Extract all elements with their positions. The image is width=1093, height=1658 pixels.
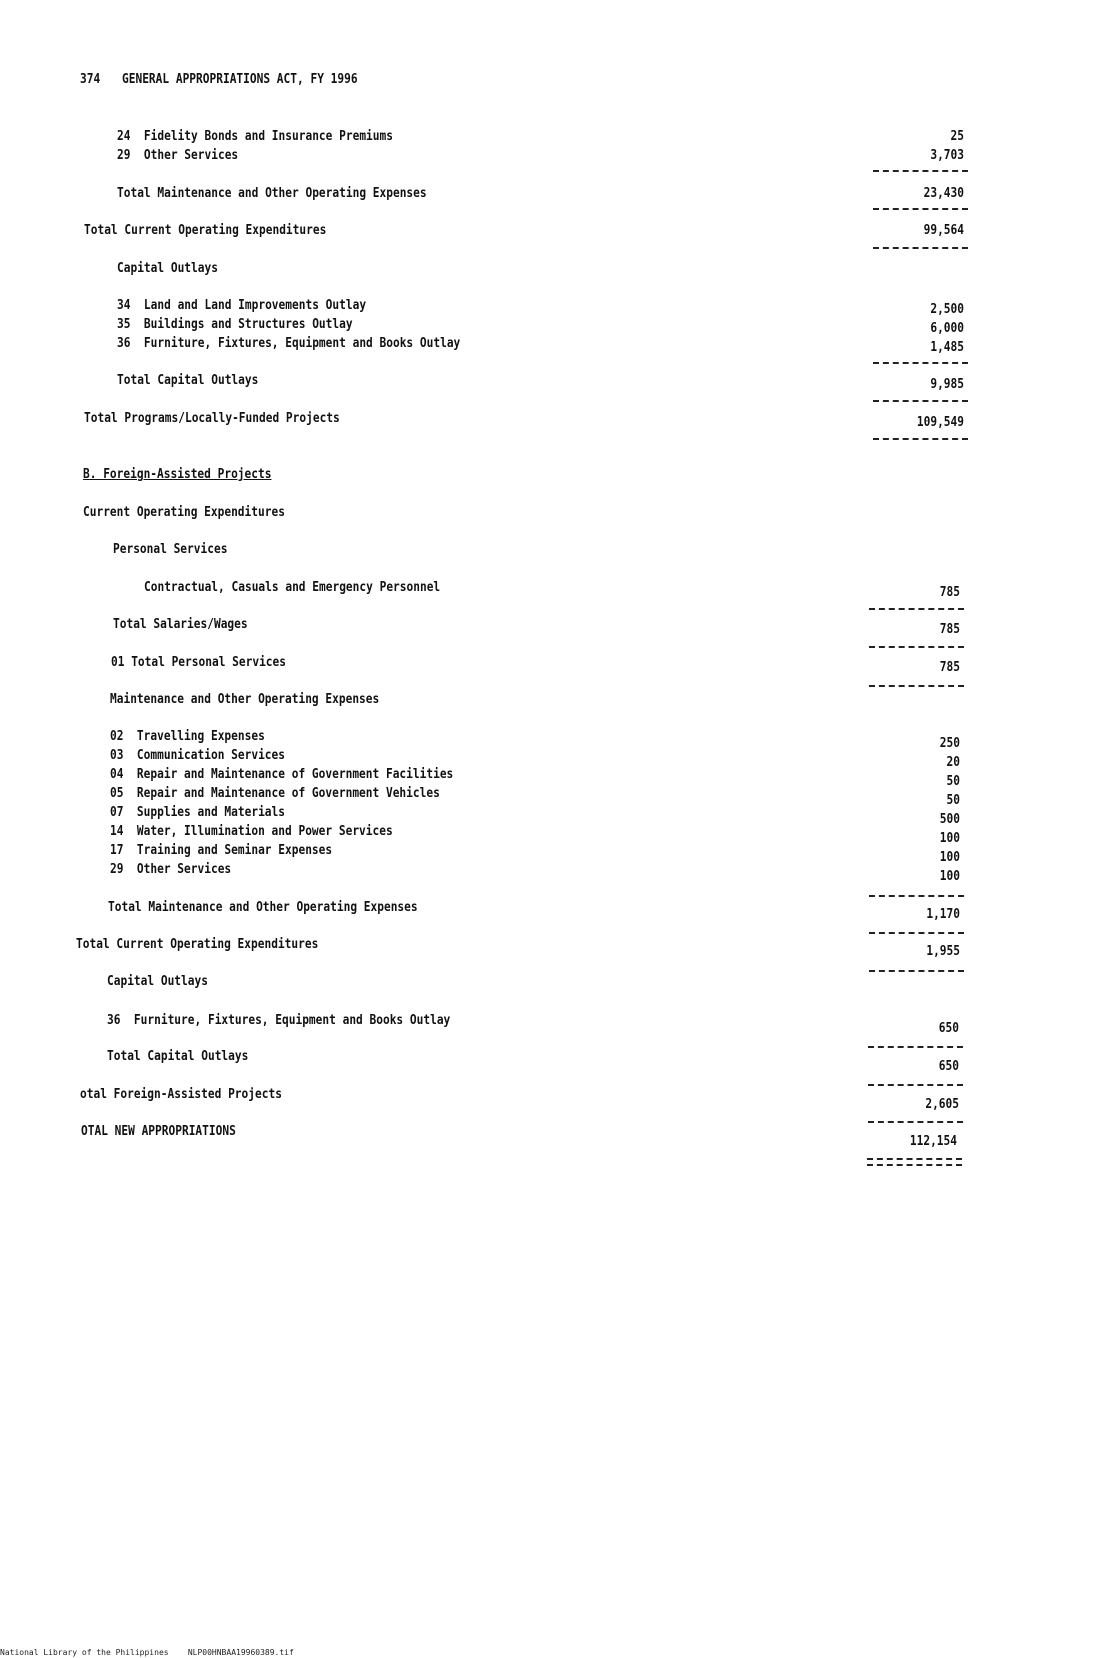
total-amount: 2,605: [925, 1097, 959, 1112]
line-item-label: 05 Repair and Maintenance of Government Vehicles: [110, 786, 440, 801]
line-item-amount: 6,000: [930, 321, 964, 336]
total-amount: 650: [938, 1059, 959, 1074]
line-item-label: 29 Other Services: [117, 148, 239, 163]
total-amount: 9,985: [930, 377, 964, 392]
line-item-label: 03 Communication Services: [110, 748, 286, 763]
grand-total-amount: 112,154: [909, 1134, 957, 1149]
total-amount: 1,170: [926, 907, 960, 922]
line-item-amount: 100: [939, 831, 960, 846]
rule: [868, 1121, 963, 1123]
total-amount: 785: [939, 622, 960, 637]
section-heading: Current Operating Expenditures: [83, 505, 285, 520]
page-number: 374: [80, 72, 101, 87]
line-item-amount: 1,485: [930, 340, 964, 355]
line-item-label: 36 Furniture, Fixtures, Equipment and Books Outlay: [117, 336, 461, 351]
rule: [873, 208, 968, 210]
rule: [873, 438, 968, 440]
grand-total-label: OTAL NEW APPROPRIATIONS: [81, 1124, 236, 1139]
line-item-label: 34 Land and Land Improvements Outlay: [117, 298, 367, 313]
line-item-amount: 650: [938, 1021, 959, 1036]
rule: [873, 247, 968, 249]
line-item-amount: 100: [939, 850, 960, 865]
footer-file: NLP00HNBAA19960389.tif: [187, 1648, 294, 1657]
line-item-amount: 20: [946, 755, 960, 770]
rule: [873, 400, 968, 402]
line-item-amount: 785: [939, 585, 960, 600]
footer-library: National Library of the Philippines: [0, 1648, 169, 1657]
line-item-label: 14 Water, Illumination and Power Services: [110, 824, 393, 839]
total-label: Total Current Operating Expenditures: [84, 223, 327, 238]
double-rule: [867, 1158, 962, 1166]
line-item-amount: 25: [950, 129, 964, 144]
rule: [869, 970, 964, 972]
line-item-label: 17 Training and Seminar Expenses: [110, 843, 333, 858]
line-item-amount: 2,500: [930, 302, 964, 317]
line-item-amount: 100: [939, 869, 960, 884]
total-label: otal Foreign-Assisted Projects: [80, 1087, 282, 1102]
total-amount: 99,564: [923, 223, 964, 238]
section-heading: Capital Outlays: [117, 261, 218, 276]
total-label: Total Maintenance and Other Operating Expenses: [108, 900, 418, 915]
line-item-label: Contractual, Casuals and Emergency Personnel: [144, 580, 441, 595]
rule: [873, 170, 968, 172]
rule: [869, 608, 964, 610]
line-item-label: 24 Fidelity Bonds and Insurance Premiums: [117, 129, 393, 144]
total-label: Total Current Operating Expenditures: [76, 937, 319, 952]
total-label: Total Maintenance and Other Operating Expenses: [117, 186, 427, 201]
section-heading: Capital Outlays: [107, 974, 208, 989]
total-label: Total Capital Outlays: [117, 373, 259, 388]
line-item-amount: 50: [946, 793, 960, 808]
total-amount: 109,549: [916, 415, 964, 430]
line-item-amount: 250: [939, 736, 960, 751]
total-amount: 785: [939, 660, 960, 675]
total-label: 01 Total Personal Services: [111, 655, 287, 670]
line-item-amount: 3,703: [930, 148, 964, 163]
scan-footer: [0, 1648, 294, 1657]
total-label: Total Capital Outlays: [107, 1049, 249, 1064]
line-item-label: 04 Repair and Maintenance of Government Facilities: [110, 767, 454, 782]
total-label: Total Programs/Locally-Funded Projects: [84, 411, 340, 426]
rule: [868, 1084, 963, 1086]
rule: [869, 685, 964, 687]
rule: [869, 646, 964, 648]
total-label: Total Salaries/Wages: [113, 617, 248, 632]
section-heading: Maintenance and Other Operating Expenses: [110, 692, 380, 707]
line-item-label: 36 Furniture, Fixtures, Equipment and Books Outlay: [107, 1013, 451, 1028]
line-item-label: 02 Travelling Expenses: [110, 729, 265, 744]
section-heading: Personal Services: [113, 542, 228, 557]
rule: [869, 895, 964, 897]
line-item-label: 35 Buildings and Structures Outlay: [117, 317, 353, 332]
total-amount: 1,955: [926, 944, 960, 959]
section-heading: B. Foreign-Assisted Projects: [83, 467, 272, 482]
rule: [868, 1046, 963, 1048]
line-item-amount: 50: [946, 774, 960, 789]
page-title: GENERAL APPROPRIATIONS ACT, FY 1996: [122, 72, 358, 87]
total-amount: 23,430: [923, 186, 964, 201]
line-item-amount: 500: [939, 812, 960, 827]
rule: [869, 932, 964, 934]
line-item-label: 07 Supplies and Materials: [110, 805, 286, 820]
rule: [873, 362, 968, 364]
line-item-label: 29 Other Services: [110, 862, 232, 877]
